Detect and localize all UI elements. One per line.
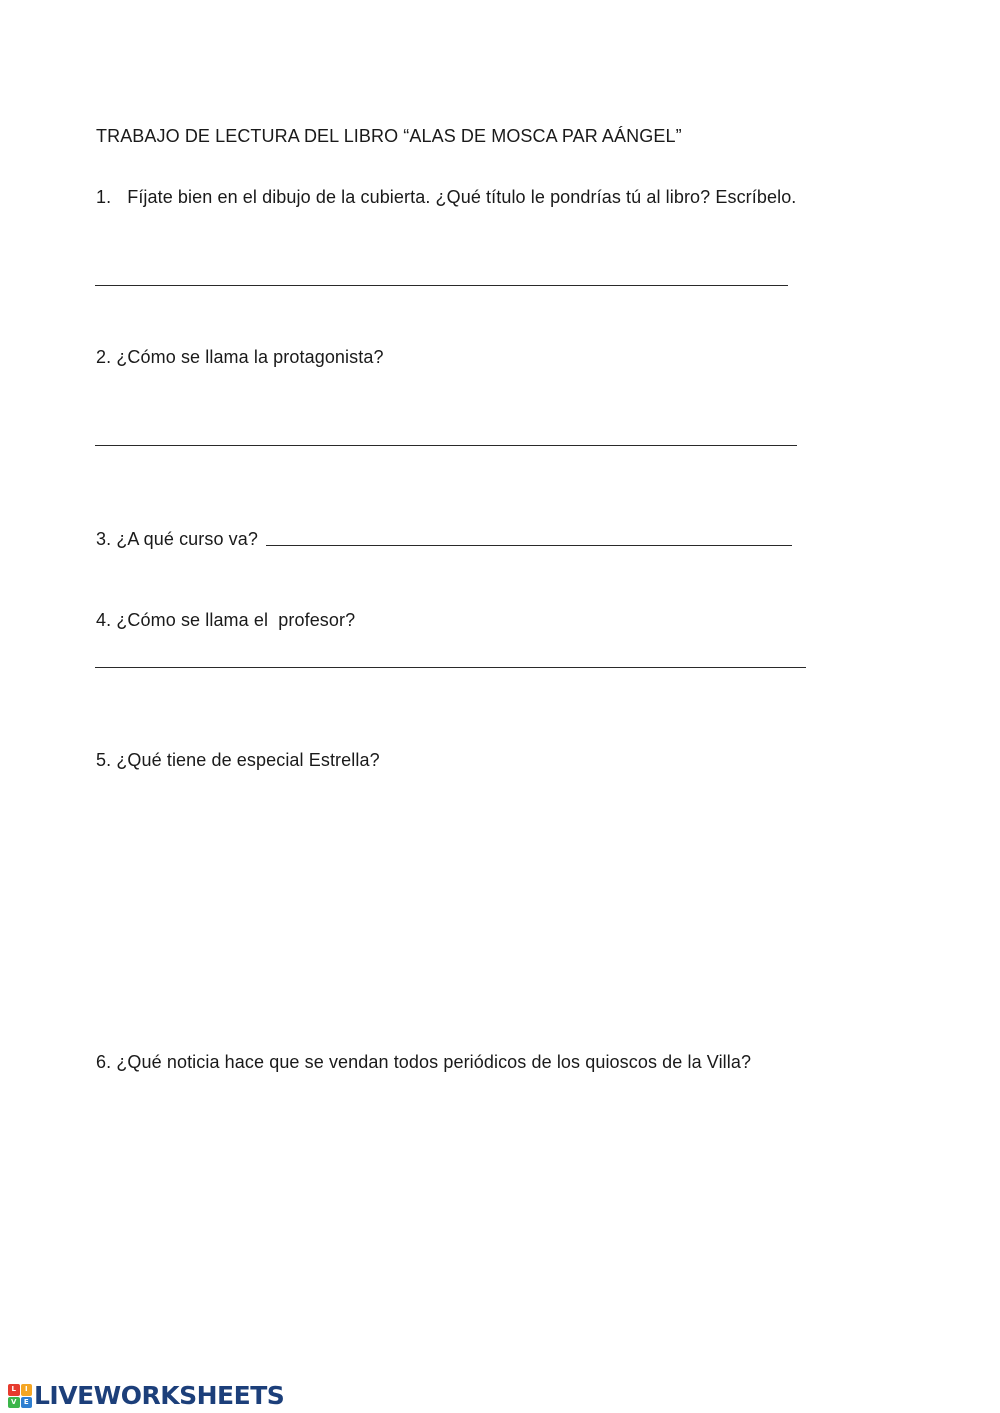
logo-tile-e: E (21, 1397, 33, 1409)
question-4-number: 4. (96, 610, 112, 630)
question-6-number: 6. (96, 1052, 112, 1072)
question-4-text: ¿Cómo se llama el profesor? (116, 610, 356, 630)
question-2-number: 2. (96, 347, 112, 367)
question-5-number: 5. (96, 750, 112, 770)
answer-area-6[interactable] (95, 1088, 806, 1328)
question-6 (96, 1051, 751, 1073)
question-4 (96, 609, 355, 631)
question-1-number: 1. (96, 187, 112, 207)
question-2 (96, 346, 384, 368)
question-3 (96, 528, 258, 550)
answer-line-2[interactable] (95, 445, 797, 446)
answer-line-3[interactable] (266, 545, 792, 546)
liveworksheets-logo-icon (8, 1384, 32, 1408)
worksheet-title: TRABAJO DE LECTURA DEL LIBRO “ALAS DE MOSCA PAR AÁNGEL” (96, 126, 682, 146)
question-3-text: ¿A qué curso va? (116, 529, 259, 549)
logo-tile-i: I (21, 1384, 33, 1396)
answer-line-1[interactable] (95, 285, 788, 286)
question-5 (96, 749, 380, 771)
brand-name: LIVEWORKSHEETS (34, 1381, 285, 1410)
question-1 (96, 186, 796, 208)
answer-area-5[interactable] (95, 785, 806, 1025)
liveworksheets-brand (8, 1381, 284, 1411)
question-5-text: ¿Qué tiene de especial Estrella? (116, 750, 380, 770)
question-6-text: ¿Qué noticia hace que se vendan todos periódicos de los quioscos de la Villa? (116, 1052, 752, 1072)
question-2-text: ¿Cómo se llama la protagonista? (116, 347, 384, 367)
question-1-text: Fíjate bien en el dibujo de la cubierta. ¿Qué título le pondrías tú al libro? Escríbelo. (127, 187, 797, 207)
logo-tile-l: L (8, 1384, 20, 1396)
question-3-number: 3. (96, 529, 112, 549)
answer-line-4[interactable] (95, 667, 806, 668)
logo-tile-v: V (8, 1397, 20, 1409)
